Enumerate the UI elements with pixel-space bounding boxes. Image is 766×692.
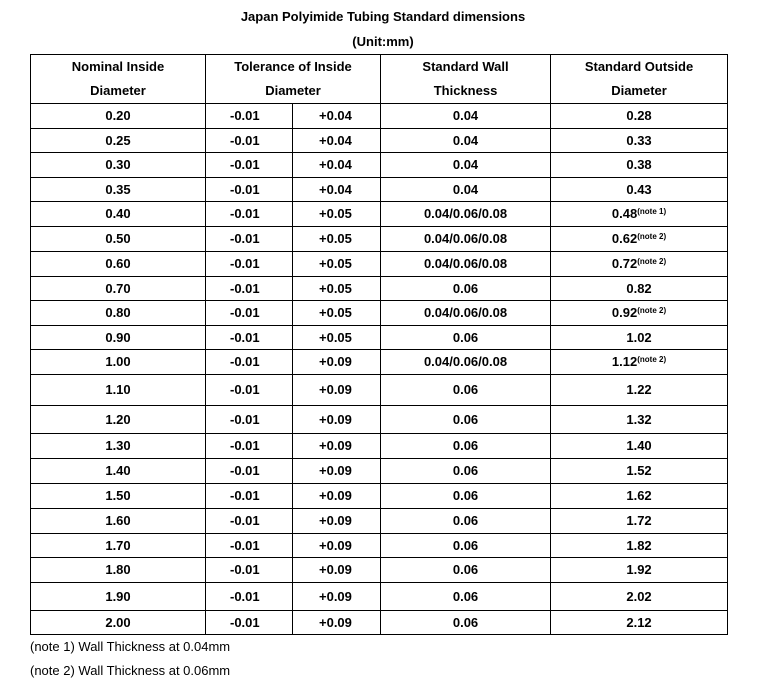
cell-outside-diameter <box>551 178 728 202</box>
cell-outside-diameter-value: 0.43 <box>626 181 652 197</box>
cell-nominal-inside <box>31 459 206 484</box>
cell-tolerance-minus <box>206 583 293 611</box>
cell-nominal-inside <box>31 153 206 178</box>
note-marker: (note 2) <box>637 232 667 241</box>
note-marker: (note 2) <box>637 306 667 315</box>
cell-wall-thickness-value: 0.04/0.06/0.08 <box>423 305 508 320</box>
cell-wall-thickness <box>381 227 551 252</box>
cell-wall-thickness-value: 0.04/0.06/0.08 <box>423 256 508 271</box>
cell-wall-thickness-value: 0.06 <box>452 438 479 453</box>
cell-tolerance-plus <box>293 484 381 509</box>
cell-tolerance-minus-value: -0.01 <box>230 488 260 503</box>
cell-wall-thickness <box>381 104 551 129</box>
cell-nominal-inside <box>31 434 206 459</box>
cell-outside-diameter-value: 0.82 <box>626 280 652 296</box>
cell-wall-thickness-value: 0.04 <box>452 108 479 123</box>
table-row <box>31 326 728 350</box>
cell-tolerance-minus-value: -0.01 <box>230 537 260 553</box>
header-wall-thickness: Standard Wall Thickness <box>381 55 551 104</box>
cell-tolerance-plus <box>293 326 381 350</box>
cell-tolerance-plus <box>293 558 381 583</box>
cell-wall-thickness <box>381 350 551 375</box>
cell-wall-thickness-value: 0.06 <box>452 329 479 345</box>
cell-nominal-inside <box>31 350 206 375</box>
cell-wall-thickness-value: 0.06 <box>452 614 479 630</box>
cell-wall-thickness <box>381 252 551 277</box>
cell-nominal-inside <box>31 611 206 635</box>
cell-tolerance-minus <box>206 406 293 434</box>
cell-wall-thickness <box>381 326 551 350</box>
cell-tolerance-plus <box>293 509 381 534</box>
cell-tolerance-plus-value: +0.04 <box>319 108 352 123</box>
cell-outside-diameter-value: 0.92 <box>611 305 638 320</box>
cell-wall-thickness <box>381 434 551 459</box>
unit-label: (Unit:mm) <box>352 34 414 49</box>
table-row <box>31 583 728 611</box>
table-header-row <box>31 55 728 104</box>
cell-tolerance-plus <box>293 459 381 484</box>
cell-tolerance-plus-value: +0.09 <box>319 411 352 427</box>
cell-nominal-inside-value: 0.35 <box>105 181 131 197</box>
cell-outside-diameter <box>551 611 728 635</box>
cell-outside-diameter-value: 1.40 <box>626 438 652 453</box>
cell-wall-thickness-value: 0.04 <box>452 157 479 172</box>
cell-tolerance-minus-value: -0.01 <box>230 132 260 148</box>
cell-nominal-inside-value: 1.90 <box>105 588 131 604</box>
cell-tolerance-minus-value: -0.01 <box>230 411 260 427</box>
cell-outside-diameter <box>551 459 728 484</box>
cell-wall-thickness <box>381 583 551 611</box>
cell-wall-thickness-value: 0.06 <box>452 537 479 553</box>
cell-nominal-inside-value: 0.90 <box>105 329 131 345</box>
cell-tolerance-minus-value: -0.01 <box>230 438 260 453</box>
cell-tolerance-plus-value: +0.05 <box>319 305 352 320</box>
cell-wall-thickness <box>381 202 551 227</box>
cell-tolerance-minus-value: -0.01 <box>230 562 260 577</box>
cell-outside-diameter <box>551 484 728 509</box>
cell-tolerance-minus <box>206 153 293 178</box>
cell-tolerance-plus <box>293 583 381 611</box>
cell-outside-diameter <box>551 301 728 326</box>
cell-tolerance-minus-value: -0.01 <box>230 206 260 221</box>
cell-wall-thickness-value: 0.06 <box>452 411 479 427</box>
cell-nominal-inside-value: 0.50 <box>105 231 131 246</box>
header-nominal-inside: Nominal Inside Diameter <box>31 55 206 104</box>
cell-tolerance-plus-value: +0.09 <box>319 354 352 369</box>
cell-outside-diameter-value: 1.22 <box>626 382 652 397</box>
note-marker: (note 1) <box>637 207 667 216</box>
cell-wall-thickness <box>381 484 551 509</box>
cell-tolerance-minus <box>206 178 293 202</box>
cell-nominal-inside <box>31 406 206 434</box>
cell-tolerance-minus <box>206 104 293 129</box>
cell-outside-diameter-value: 1.02 <box>626 329 652 345</box>
cell-tolerance-minus-value: -0.01 <box>230 382 260 397</box>
cell-nominal-inside-value: 0.80 <box>105 305 131 320</box>
cell-outside-diameter <box>551 534 728 558</box>
cell-nominal-inside <box>31 301 206 326</box>
cell-tolerance-plus <box>293 375 381 406</box>
cell-outside-diameter <box>551 277 728 301</box>
table-row <box>31 459 728 484</box>
cell-tolerance-plus <box>293 227 381 252</box>
cell-tolerance-plus <box>293 434 381 459</box>
cell-nominal-inside-value: 1.60 <box>105 513 131 528</box>
cell-outside-diameter-value: 0.72 <box>611 256 638 271</box>
cell-outside-diameter-value: 0.28 <box>626 108 652 123</box>
table-row <box>31 104 728 129</box>
cell-tolerance-plus-value: +0.04 <box>319 157 352 172</box>
cell-tolerance-plus <box>293 178 381 202</box>
cell-outside-diameter-value: 1.62 <box>626 488 652 503</box>
cell-tolerance-minus <box>206 375 293 406</box>
cell-nominal-inside <box>31 227 206 252</box>
cell-outside-diameter <box>551 434 728 459</box>
cell-wall-thickness <box>381 277 551 301</box>
cell-tolerance-minus-value: -0.01 <box>230 181 260 197</box>
cell-wall-thickness <box>381 153 551 178</box>
cell-wall-thickness <box>381 178 551 202</box>
cell-outside-diameter-value: 1.12 <box>611 354 638 369</box>
table-row <box>31 153 728 178</box>
cell-nominal-inside <box>31 178 206 202</box>
cell-nominal-inside-value: 2.00 <box>105 614 131 630</box>
cell-wall-thickness <box>381 534 551 558</box>
cell-nominal-inside-value: 0.40 <box>105 206 131 221</box>
cell-nominal-inside <box>31 375 206 406</box>
cell-outside-diameter <box>551 129 728 153</box>
table-row <box>31 252 728 277</box>
cell-tolerance-plus-value: +0.04 <box>319 132 352 148</box>
table-row <box>31 129 728 153</box>
cell-tolerance-plus <box>293 611 381 635</box>
cell-nominal-inside <box>31 326 206 350</box>
cell-outside-diameter <box>551 583 728 611</box>
cell-tolerance-minus-value: -0.01 <box>230 463 260 478</box>
cell-tolerance-plus-value: +0.09 <box>319 463 352 478</box>
cell-tolerance-minus <box>206 202 293 227</box>
cell-wall-thickness <box>381 406 551 434</box>
cell-outside-diameter-value: 1.92 <box>626 562 652 577</box>
cell-tolerance-minus-value: -0.01 <box>230 354 260 369</box>
cell-nominal-inside <box>31 252 206 277</box>
cell-tolerance-minus-value: -0.01 <box>230 231 260 246</box>
cell-outside-diameter-value: 0.38 <box>626 157 652 172</box>
cell-nominal-inside-value: 0.30 <box>105 157 131 172</box>
cell-nominal-inside-value: 1.50 <box>105 488 131 503</box>
cell-tolerance-minus <box>206 326 293 350</box>
note-marker: (note 2) <box>637 257 667 266</box>
cell-tolerance-minus <box>206 459 293 484</box>
cell-nominal-inside-value: 1.80 <box>105 562 131 577</box>
cell-outside-diameter <box>551 252 728 277</box>
cell-wall-thickness <box>381 129 551 153</box>
cell-wall-thickness-value: 0.06 <box>452 463 479 478</box>
cell-outside-diameter-value: 1.72 <box>626 513 652 528</box>
cell-tolerance-plus-value: +0.09 <box>319 382 352 397</box>
cell-outside-diameter-value: 2.02 <box>626 588 652 604</box>
cell-outside-diameter <box>551 153 728 178</box>
cell-outside-diameter <box>551 558 728 583</box>
cell-tolerance-minus-value: -0.01 <box>230 614 260 630</box>
header-outside-diameter: Standard Outside Diameter <box>551 55 728 104</box>
cell-nominal-inside-value: 1.40 <box>105 463 131 478</box>
table-row <box>31 301 728 326</box>
cell-nominal-inside <box>31 558 206 583</box>
cell-outside-diameter <box>551 202 728 227</box>
cell-nominal-inside <box>31 534 206 558</box>
cell-outside-diameter <box>551 227 728 252</box>
cell-nominal-inside <box>31 277 206 301</box>
table-row <box>31 375 728 406</box>
cell-nominal-inside-value: 0.25 <box>105 132 131 148</box>
cell-tolerance-minus <box>206 509 293 534</box>
cell-tolerance-plus-value: +0.09 <box>319 537 352 553</box>
cell-tolerance-plus <box>293 252 381 277</box>
cell-wall-thickness-value: 0.04/0.06/0.08 <box>423 231 508 246</box>
table-row <box>31 350 728 375</box>
footnote-1: (note 1) Wall Thickness at 0.04mm <box>30 639 231 654</box>
cell-outside-diameter <box>551 104 728 129</box>
footnote-2: (note 2) Wall Thickness at 0.06mm <box>30 663 231 678</box>
cell-nominal-inside-value: 0.70 <box>105 280 131 296</box>
cell-nominal-inside <box>31 104 206 129</box>
cell-tolerance-plus <box>293 534 381 558</box>
cell-tolerance-minus-value: -0.01 <box>230 513 260 528</box>
cell-tolerance-plus-value: +0.05 <box>319 206 352 221</box>
cell-nominal-inside-value: 1.00 <box>105 354 131 369</box>
cell-tolerance-plus <box>293 406 381 434</box>
cell-nominal-inside-value: 0.20 <box>105 108 131 123</box>
cell-tolerance-minus <box>206 301 293 326</box>
cell-tolerance-minus <box>206 558 293 583</box>
cell-nominal-inside <box>31 583 206 611</box>
cell-wall-thickness-value: 0.06 <box>452 588 479 604</box>
cell-wall-thickness <box>381 509 551 534</box>
table-row <box>31 509 728 534</box>
header-tolerance: Tolerance of Inside Diameter <box>206 55 381 104</box>
cell-tolerance-minus <box>206 252 293 277</box>
cell-tolerance-plus <box>293 129 381 153</box>
cell-wall-thickness-value: 0.04/0.06/0.08 <box>423 206 508 221</box>
cell-tolerance-plus <box>293 104 381 129</box>
cell-outside-diameter <box>551 509 728 534</box>
cell-nominal-inside <box>31 202 206 227</box>
cell-outside-diameter <box>551 406 728 434</box>
cell-tolerance-plus-value: +0.09 <box>319 614 352 630</box>
note-marker: (note 2) <box>637 355 667 364</box>
cell-tolerance-minus <box>206 434 293 459</box>
cell-nominal-inside-value: 1.20 <box>105 411 131 427</box>
cell-outside-diameter <box>551 326 728 350</box>
table-row <box>31 406 728 434</box>
cell-tolerance-minus <box>206 350 293 375</box>
dimensions-table <box>30 54 728 635</box>
cell-outside-diameter <box>551 350 728 375</box>
cell-tolerance-minus <box>206 129 293 153</box>
cell-nominal-inside-value: 1.10 <box>105 382 131 397</box>
cell-nominal-inside <box>31 484 206 509</box>
cell-nominal-inside-value: 0.60 <box>105 256 131 271</box>
cell-outside-diameter <box>551 375 728 406</box>
cell-wall-thickness-value: 0.06 <box>452 562 479 577</box>
table-row <box>31 484 728 509</box>
cell-outside-diameter-value: 1.52 <box>626 463 652 478</box>
cell-tolerance-plus-value: +0.04 <box>319 181 352 197</box>
table-row <box>31 434 728 459</box>
cell-wall-thickness <box>381 558 551 583</box>
cell-wall-thickness-value: 0.04 <box>452 181 479 197</box>
table-row <box>31 202 728 227</box>
table-row <box>31 611 728 635</box>
cell-tolerance-plus-value: +0.05 <box>319 256 352 271</box>
cell-tolerance-plus <box>293 301 381 326</box>
cell-tolerance-plus <box>293 350 381 375</box>
cell-tolerance-plus <box>293 277 381 301</box>
cell-tolerance-minus <box>206 484 293 509</box>
cell-wall-thickness-value: 0.04/0.06/0.08 <box>423 354 508 369</box>
cell-outside-diameter-value: 0.33 <box>626 132 652 148</box>
cell-wall-thickness-value: 0.04 <box>452 132 479 148</box>
cell-tolerance-minus-value: -0.01 <box>230 280 260 296</box>
cell-wall-thickness <box>381 375 551 406</box>
cell-tolerance-plus <box>293 202 381 227</box>
table-row <box>31 178 728 202</box>
cell-tolerance-plus-value: +0.09 <box>319 588 352 604</box>
cell-tolerance-plus <box>293 153 381 178</box>
table-row <box>31 534 728 558</box>
table-row <box>31 227 728 252</box>
table-row <box>31 277 728 301</box>
table-body <box>31 104 728 635</box>
cell-tolerance-minus-value: -0.01 <box>230 256 260 271</box>
document-title: Japan Polyimide Tubing Standard dimensions <box>240 9 526 24</box>
cell-tolerance-minus <box>206 277 293 301</box>
cell-tolerance-plus-value: +0.09 <box>319 513 352 528</box>
cell-wall-thickness-value: 0.06 <box>452 513 479 528</box>
cell-tolerance-minus-value: -0.01 <box>230 108 260 123</box>
cell-outside-diameter-value: 2.12 <box>626 614 652 630</box>
cell-tolerance-plus-value: +0.09 <box>319 488 352 503</box>
cell-tolerance-minus <box>206 534 293 558</box>
cell-tolerance-plus-value: +0.05 <box>319 231 352 246</box>
cell-nominal-inside-value: 1.30 <box>105 438 131 453</box>
cell-tolerance-plus-value: +0.05 <box>319 280 352 296</box>
cell-outside-diameter-value: 1.32 <box>626 411 652 427</box>
cell-wall-thickness <box>381 301 551 326</box>
cell-tolerance-minus-value: -0.01 <box>230 588 260 604</box>
cell-wall-thickness-value: 0.06 <box>452 488 479 503</box>
cell-outside-diameter-value: 0.48 <box>611 206 638 221</box>
cell-nominal-inside-value: 1.70 <box>105 537 131 553</box>
cell-outside-diameter-value: 1.82 <box>626 537 652 553</box>
cell-tolerance-minus <box>206 611 293 635</box>
cell-outside-diameter-value: 0.62 <box>611 231 638 246</box>
cell-tolerance-plus-value: +0.05 <box>319 329 352 345</box>
cell-tolerance-plus-value: +0.09 <box>319 438 352 453</box>
cell-tolerance-minus <box>206 227 293 252</box>
cell-tolerance-plus-value: +0.09 <box>319 562 352 577</box>
cell-wall-thickness <box>381 611 551 635</box>
cell-wall-thickness-value: 0.06 <box>452 280 479 296</box>
cell-nominal-inside <box>31 509 206 534</box>
cell-tolerance-minus-value: -0.01 <box>230 329 260 345</box>
cell-tolerance-minus-value: -0.01 <box>230 305 260 320</box>
cell-nominal-inside <box>31 129 206 153</box>
cell-wall-thickness-value: 0.06 <box>452 382 479 397</box>
cell-tolerance-minus-value: -0.01 <box>230 157 260 172</box>
cell-wall-thickness <box>381 459 551 484</box>
table-row <box>31 558 728 583</box>
